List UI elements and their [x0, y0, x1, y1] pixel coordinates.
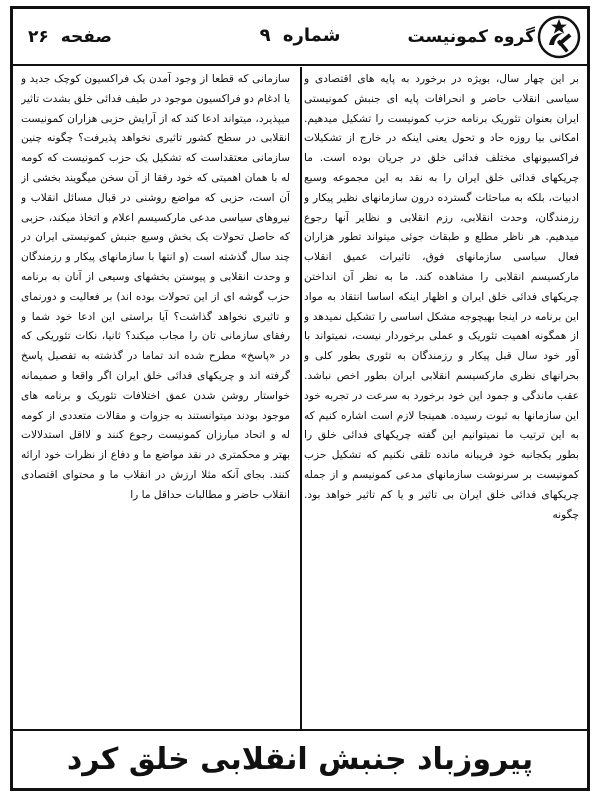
publication-name: گروه کمونیست — [407, 27, 535, 47]
page-label: صفحه — [60, 27, 112, 47]
issue-value: ۹ — [259, 25, 271, 46]
footer-slogan: پیروزباد جنبش انقلابی خلق کرد — [66, 742, 534, 777]
page-header — [13, 9, 587, 66]
page-number — [25, 27, 115, 47]
text-column-left — [21, 70, 290, 724]
left-column-text: سازمانی که قطعا از وجود آمدن یک فراکسیون کوچک جدید و یا ادغام دو فراکسیون موجود در طیف فدائی خلق بشدت تاثیر میپذیرد، میتواند ادعا کند که از آرایش حزبی هزاران کمونیست انقلابی در سطح کشور تاثیری نخواهد پذیرفت؟ چگونه چنین سازمانی معتقداست که تشکیل یک حزب کمونیست که کومه له با همان اهمیتی که خود رفقا از آن سخن میگویند بخشی از آن است، حزبی که مواضع روشنی در قبال مسائل انقلاب و نیروهای سیاسی مدعی مارکسیسم اعلام و اتخاذ میکند، حزبی که حاصل تحولات یک بخش وسیع جنبش کمونیستی ایران در چند سال گذشته است (و انتها با سازمانهای پیکار و رزمندگان و وحدت انقلابی و پیوستن بخشهای وسیعی از آنان به برنامه حزب گوشه ای از این تحولات بوده اند) بر فعالیت و دورنمای و تاثیری نخواهد گذاشت؟ آیا براستی این ادعا خود شما و رفقای سازمانی تان را مجاب میکند؟ ثانیا، نکات تئوریکی که در «پاسخ» مطرح شده اند تماما در گذشته به تفصیل پاسخ گرفته اند و چریکهای فدائی خلق ایران اگر واقعا و صمیمانه خواستار روشن شدن عمق اختلافات تئوریک و برنامه های موجود بودند میتوانستند به جزوات و مقالات متعددی از کومه له و اتحاد مبارزان کمونیست رجوع کنند و لااقل استدلالات بهتر و محکمتری در نقد مواضع ما و دفاع از نظرات خود ارائه کنند. بجای آنکه مثلا ارزش در انقلاب ما و محتوای اقتصادی انقلاب حاضر و مطالبات حداقل ما را — [21, 73, 290, 501]
column-divider — [300, 67, 302, 729]
page-value: ۲۶ — [28, 27, 49, 47]
issue-label: شماره — [282, 25, 341, 46]
newspaper-page — [10, 6, 590, 791]
right-column-text: بر این چهار سال، بویژه در برخورد به پایه های اقتصادی و سیاسی انقلاب حاضر و انحرافات پایه ای جنبش کمونیستی ایران بعنوان تئوریک برنامه حزب کمونیست را تشکیل میدهیم. امکانی بیا روزه حاد و تحول یعنی اینکه در خارج از تشکیلات فراکسیونهای مختلف فدائی خلق در جریان بوده است. ما چریکهای فدائی خلق ایران را به نقد به این مجموعه وسیع ادبیات، بلکه به مباحثات گسترده درون سازمانهای نظیر پیکار و رزمندگان، وحدت انقلابی، رزم انقلابی و نظایر آنها رجوع میدهیم. هر ناظر مطلع و طبقات جوئی میتواند تطور هزاران فعال سیاسی سازمانهای فوق، تاثیرات عمیق انقلاب مارکسیسم انقلابی را مشاهده کند. ما به نظر آن انداختن چریکهای فدائی خلق ایران و اظهار اینکه اساسا انتقاد به مواد این برنامه در اینجا بهیچوجه مشکل اساسی را تشکیل نمیدهد و از همگونه اهمیت تئوریک و عملی برخوردار نیست، نمیتواند با آور خود سال قبل پیکار و رزمندگان به تئوری بطور کلی و بحرانهای نظری مارکسیسم انقلابی ایران بطور اخص نباشد. عقب ماندگی و جمود این خود برخورد به سرعت در تجربه خود این سازمانها به ثبوت رسیده. همینجا لازم است اشاره کنیم که به این ترتیب ما نمیتوانیم این گفته چریکهای فدائی خلق را بطور یکجانبه خود فریبانه مانده تلقی نکنیم که تشکیل حزب کمونیست بر سرنوشت سازمانهای مدعی کمونیسم و از جمله چریکهای فدائی خلق ایران بی تاثیر و یا کم تاثیر خواهد بود. چگونه — [304, 73, 579, 521]
text-column-right — [304, 70, 579, 724]
